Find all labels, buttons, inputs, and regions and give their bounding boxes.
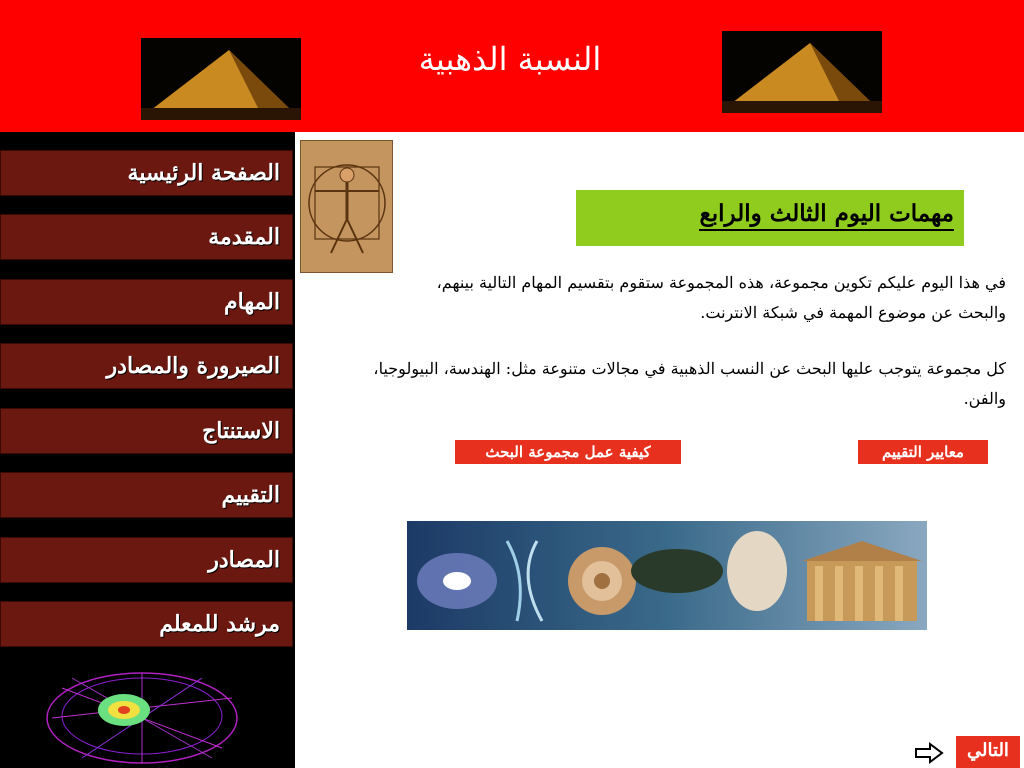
golden-spiral-image (42, 668, 242, 768)
golden-ratio-collage-image (407, 521, 927, 630)
evaluation-criteria-button[interactable]: معايير التقييم (858, 440, 988, 464)
sidebar-item-process[interactable]: الصيرورة والمصادر (0, 343, 293, 389)
pyramid-image-left (141, 38, 301, 120)
vitruvian-man-image (300, 140, 393, 273)
next-button[interactable]: التالي (956, 736, 1020, 768)
header-banner (0, 0, 1024, 132)
section-heading-box (576, 190, 964, 246)
sidebar-item-introduction[interactable]: المقدمة (0, 214, 293, 260)
tasks-paragraph-2: كل مجموعة يتوجب عليها البحث عن النسب الذهبية في مجالات متنوعة مثل: الهندسة، البيولوجيا، والفن. (373, 359, 1006, 408)
sidebar-item-tasks[interactable]: المهام (0, 279, 293, 325)
sidebar-item-teacher-guide[interactable]: مرشد للمعلم (0, 601, 293, 647)
sidebar-item-sources[interactable]: المصادر (0, 537, 293, 583)
sidebar-item-home[interactable]: الصفحة الرئيسية (0, 150, 293, 196)
right-arrow-icon[interactable] (914, 742, 944, 764)
sidebar-item-conclusion[interactable]: الاستنتاج (0, 408, 293, 454)
section-heading: مهمات اليوم الثالث والرابع (699, 200, 954, 231)
research-group-howto-button[interactable]: كيفية عمل مجموعة البحث (455, 440, 681, 464)
sidebar-item-evaluation[interactable]: التقييم (0, 472, 293, 518)
pyramid-image-right (722, 31, 882, 113)
tasks-paragraph-1: في هذا اليوم عليكم تكوين مجموعة، هذه المجموعة ستقوم بتقسيم المهام التالية بينهم، والبحث عن موضوع المهمة في شبكة الانترنت. (436, 273, 1006, 322)
page-title: النسبة الذهبية (418, 40, 602, 78)
